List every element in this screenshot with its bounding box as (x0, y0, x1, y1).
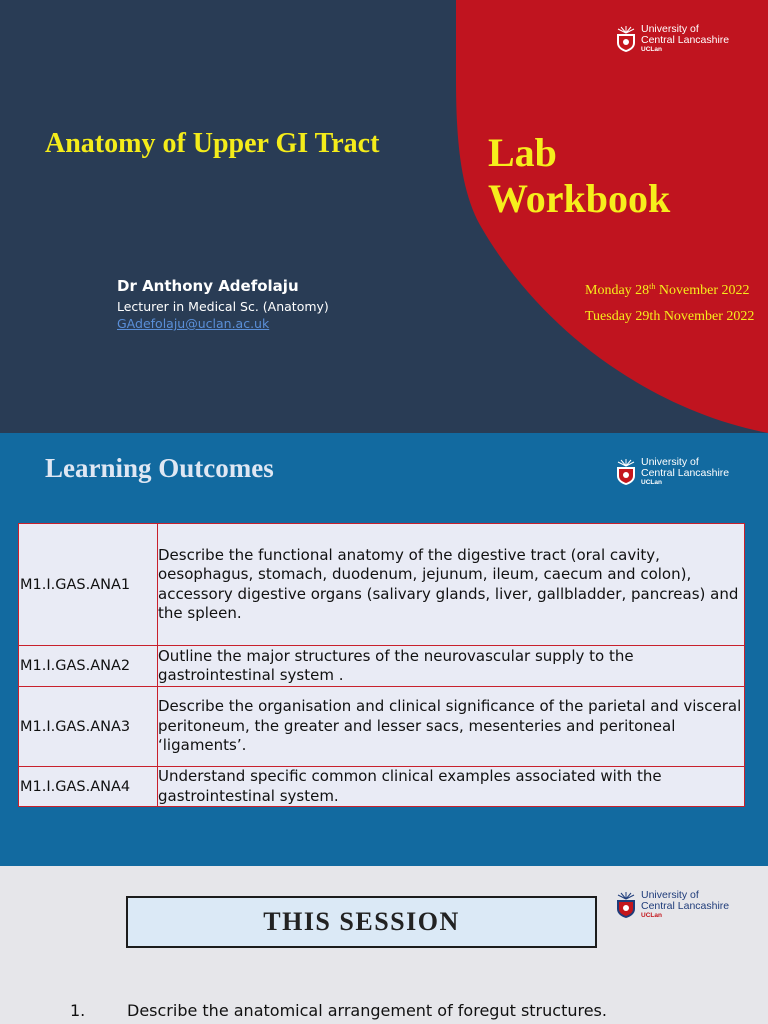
author-email-link[interactable]: GAdefolaju@uclan.ac.uk (117, 316, 270, 331)
author-role: Lecturer in Medical Sc. (Anatomy) (117, 299, 329, 314)
logo-line3: UCLan (641, 46, 662, 53)
learning-outcomes-slide (0, 433, 768, 866)
table-row (19, 524, 745, 646)
outcome-description: Understand specific common clinical examples associated with the gastrointestinal system. (158, 767, 745, 807)
logo-line2: Central Lancashire (641, 467, 730, 479)
lab-title-line1: Lab (488, 130, 557, 175)
table-row (19, 767, 745, 807)
logo-line2: Central Lancashire (641, 34, 730, 46)
outcome-description: Outline the major structures of the neurovascular supply to the gastrointestinal system . (158, 646, 745, 687)
session-title: THIS SESSION (263, 907, 460, 936)
outcome-code: M1.I.GAS.ANA3 (19, 687, 158, 767)
outcome-description: Describe the organisation and clinical significance of the parietal and visceral peritoneum, the greater and lesser sacs, mesenteries and peritoneal ‘ligaments’. (158, 687, 745, 767)
slide-title: Anatomy of Upper GI Tract (45, 128, 380, 159)
session-title-box (126, 896, 597, 948)
logo-line3: UCLan (641, 479, 662, 486)
author-block (117, 276, 329, 331)
lab-workbook-title (488, 130, 670, 222)
session-date-2: Tuesday 29th November 2022 (585, 309, 755, 324)
uclan-logo (615, 457, 729, 487)
outcome-code: M1.I.GAS.ANA2 (19, 646, 158, 687)
logo-line1: University of (641, 23, 699, 35)
uclan-logo (615, 24, 729, 54)
uclan-logo (615, 890, 729, 920)
objective-text: Describe the anatomical arrangement of foregut structures. (127, 1001, 607, 1020)
uclan-crest-icon (615, 458, 637, 486)
table-row (19, 646, 745, 687)
logo-line2: Central Lancashire (641, 900, 730, 912)
title-slide (0, 0, 768, 433)
date1-suffix: th (649, 282, 656, 291)
date1-rest: November 2022 (655, 283, 750, 298)
this-session-slide (0, 866, 768, 1024)
outcome-description: Describe the functional anatomy of the digestive tract (oral cavity, oesophagus, stomach, duodenum, jejunum, ileum, caecum and colon), accessory digestive organs (salivary glands, liver, gallbladder, pancreas) and the spleen. (158, 524, 745, 646)
table-row (19, 687, 745, 767)
author-name: Dr Anthony Adefolaju (117, 277, 299, 295)
uclan-crest-icon (615, 891, 637, 919)
outcome-code: M1.I.GAS.ANA4 (19, 767, 158, 807)
logo-line1: University of (641, 456, 699, 468)
learning-outcomes-title: Learning Outcomes (45, 453, 274, 483)
objective-number: 1. (70, 1001, 86, 1020)
logo-line1: University of (641, 889, 699, 901)
uclan-crest-icon (615, 25, 637, 53)
date1-day: Monday 28 (585, 283, 650, 298)
outcome-code: M1.I.GAS.ANA1 (19, 524, 158, 646)
logo-line3: UCLan (641, 912, 662, 919)
learning-outcomes-table (18, 523, 745, 807)
lab-title-line2: Workbook (488, 176, 671, 221)
session-date-1 (585, 282, 750, 299)
